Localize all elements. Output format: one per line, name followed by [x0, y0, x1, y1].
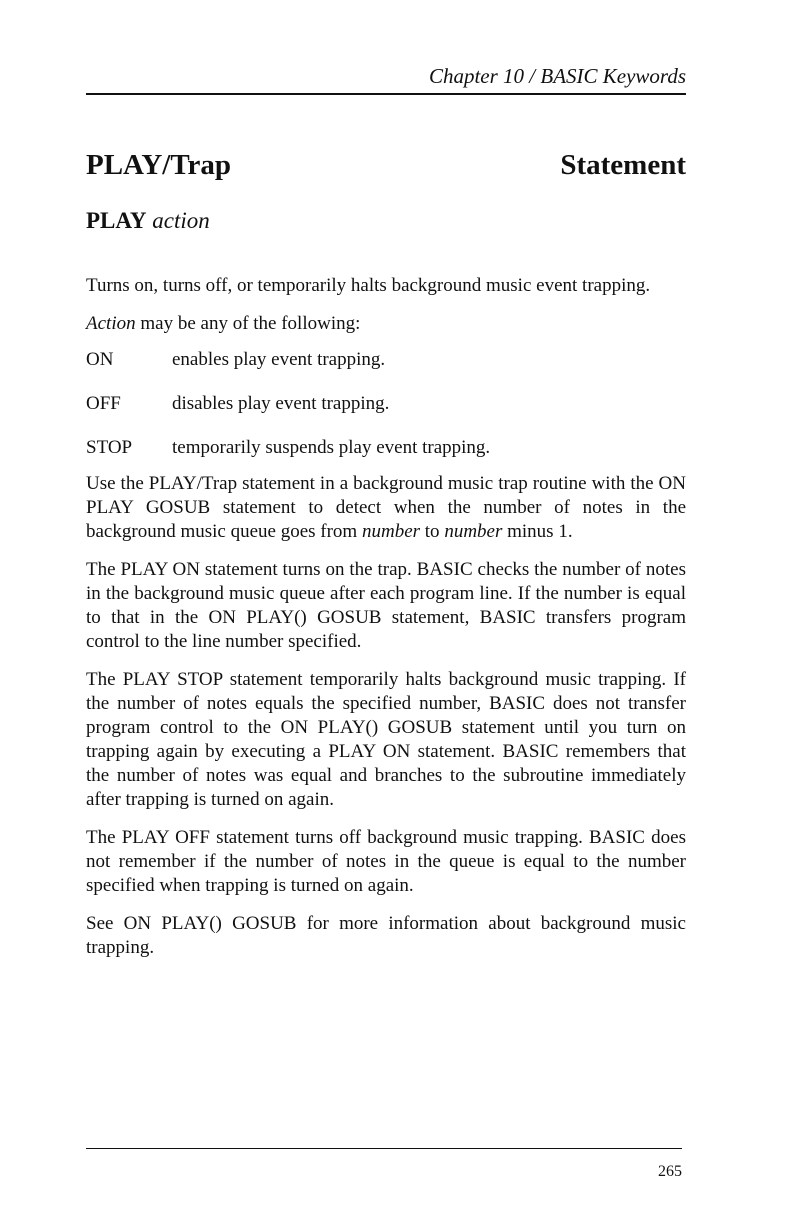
- action-lead: [86, 312, 686, 336]
- footer-rule: [86, 1148, 682, 1149]
- play-stop-paragraph: The PLAY STOP statement temporarily halts background music trapping. If the number of notes equals the specified number, BASIC does not transfer program control to the ON PLAY() GOSUB statement until you turn on trapping again by executing a PLAY ON statement. BASIC remembers that the number of notes was equal and branches to the subroutine immediately after trapping is turned on again.: [86, 669, 686, 810]
- syntax-argument: action: [152, 208, 210, 233]
- option-on: [86, 348, 686, 372]
- action-lead-rest: may be any of the following:: [135, 313, 361, 334]
- header-rule: [86, 93, 686, 95]
- option-name: STOP: [86, 437, 133, 458]
- option-desc: enables play event trapping.: [172, 349, 386, 370]
- body-text: [86, 274, 686, 974]
- intro-paragraph: Turns on, turns off, or temporarily halts background music event trapping.: [86, 275, 651, 296]
- use-number-2: number: [444, 521, 503, 542]
- syntax-line: [86, 205, 210, 237]
- option-desc: disables play event trapping.: [172, 393, 390, 414]
- use-text-1: Use the PLAY/Trap statement in a background music trap routine with the ON PLAY GOSUB statement to detect when the number of notes in the background music queue goes from: [86, 473, 686, 542]
- use-paragraph: [86, 472, 686, 544]
- entry-title: PLAY/Trap: [86, 149, 232, 181]
- use-text-3: minus 1.: [502, 521, 573, 542]
- entry-title-row: [86, 145, 686, 185]
- action-lead-italic: Action: [86, 313, 136, 334]
- option-desc: temporarily suspends play event trapping.: [172, 437, 491, 458]
- option-stop: [86, 436, 686, 460]
- syntax-keyword: PLAY: [86, 208, 147, 233]
- entry-type: Statement: [560, 149, 686, 181]
- page-number: 265: [658, 1163, 682, 1180]
- play-on-paragraph: The PLAY ON statement turns on the trap. BASIC checks the number of notes in the background music queue after each program line. If the number is equal to that in the ON PLAY() GOSUB statement, BASIC transfers program control to the line number specified.: [86, 559, 686, 652]
- running-head: Chapter 10 / BASIC Keywords: [428, 64, 686, 88]
- use-text-2: to: [420, 521, 445, 542]
- option-name: OFF: [86, 393, 121, 414]
- option-off: [86, 392, 686, 416]
- play-off-paragraph: The PLAY OFF statement turns off background music trapping. BASIC does not remember if the number of notes in the queue is equal to the number specified when trapping is turned on again.: [86, 827, 686, 896]
- see-also-paragraph: See ON PLAY() GOSUB for more information about background music trapping.: [86, 913, 686, 958]
- use-number-1: number: [361, 521, 421, 542]
- option-name: ON: [86, 349, 114, 370]
